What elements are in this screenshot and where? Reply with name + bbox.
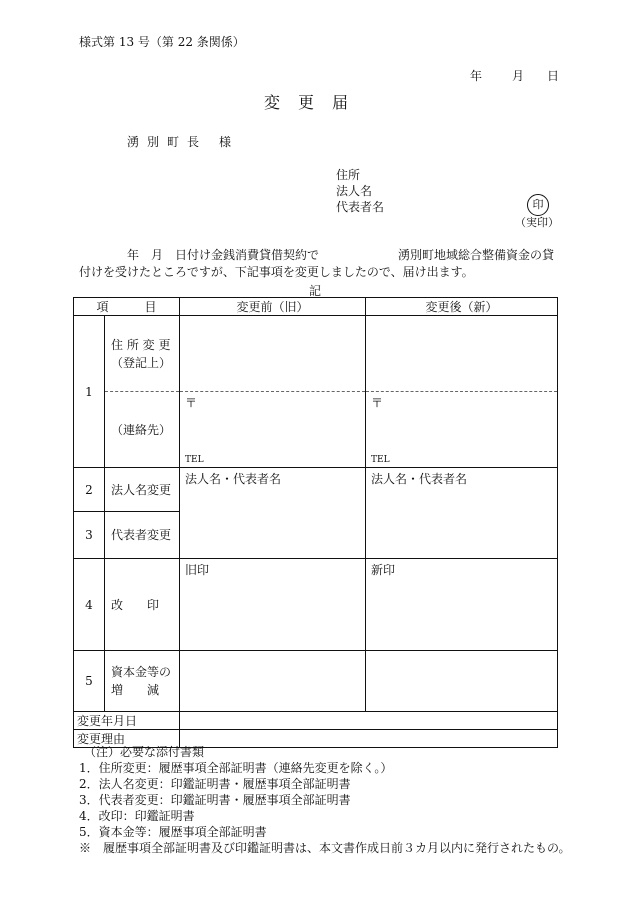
change-date-label: 変更年月日 [74,712,180,730]
row3-number: 3 [74,512,105,559]
note-item: 2．法人名変更：印鑑証明書・履歴事項全部証明書 [79,777,351,791]
row3-label: 代表者変更 [105,512,180,559]
row1-contact-label: （連絡先） [105,392,180,468]
body-line2: 付けを受けたところですが、下記事項を変更しましたので、届け出ます。 [79,265,474,279]
row2-before[interactable] [180,468,366,559]
row2-number: 2 [74,468,105,512]
row4-number: 4 [74,559,105,651]
row5-number: 5 [74,651,105,712]
row4-label: 改 印 [105,559,180,651]
row5-after[interactable] [366,651,558,712]
date-line [470,67,559,84]
change-table [73,297,558,748]
ki-label: 記 [308,284,321,298]
notes [79,744,571,856]
notes-heading: （注）必要な添付書類 [84,745,205,759]
applicant-representative-label: 代表者名 [336,200,385,214]
row4-after[interactable] [366,559,558,651]
date-year-label: 年 [470,69,483,83]
body-line1-a: 年 月 日付け金銭消費貸借契約で [127,248,320,262]
addressee [127,133,239,150]
form-number: 様式第 13 号（第 22 条関係） [79,35,245,49]
row2-label: 法人名変更 [105,468,180,512]
addressee-suffix: 様 [219,135,240,149]
applicant-address-label: 住所 [336,168,361,182]
page-title: 変更届 [263,93,366,112]
date-month-label: 月 [512,69,525,83]
date-day-label: 日 [547,69,560,83]
change-reason-label: 変更理由 [74,730,180,748]
addressee-name: 湧別町長 [127,135,208,149]
postal-mark-before: 〒 [185,396,198,410]
row1-address-change: 住 所 変 更 [111,337,171,352]
row5-label [105,651,180,712]
body-line1-b: 湧別町地域総合整備資金の貸 [398,248,555,262]
header-item: 項 目 [74,298,180,316]
tel-label-after: TEL [371,455,390,465]
note-item: ※ 履歴事項全部証明書及び印鑑証明書は、本文書作成日前３カ月以内に発行されたもの。 [79,841,571,855]
row1-number: 1 [74,316,105,468]
tel-label-before: TEL [185,455,204,465]
note-item: 3．代表者変更：印鑑証明書・履歴事項全部証明書 [79,793,351,807]
seal-note: （実印） [515,216,559,229]
row4-after-text: 新印 [371,563,396,577]
header-after: 変更後（新） [366,298,558,316]
row2-after[interactable] [366,468,558,559]
row2-before-text: 法人名・代表者名 [185,472,282,486]
change-date-field[interactable] [180,712,558,730]
seal-mark: 印 [527,194,549,216]
row4-before[interactable] [180,559,366,651]
header-before: 変更前（旧） [180,298,366,316]
row1-registered-after[interactable] [366,316,558,392]
row5-label-b: 増 減 [111,683,160,697]
row1-address-label [105,316,180,392]
note-item: 5．資本金等：履歴事項全部証明書 [79,825,267,839]
row1-contact-after[interactable] [366,392,558,468]
row1-registered: （登記上） [111,355,172,370]
applicant-company-label: 法人名 [336,184,373,198]
row1-contact-before[interactable] [180,392,366,468]
row2-after-text: 法人名・代表者名 [371,472,468,486]
postal-mark-after: 〒 [371,396,384,410]
note-item: 1．住所変更：履歴事項全部証明書（連絡先変更を除く。） [79,761,393,775]
row4-before-text: 旧印 [185,563,210,577]
row5-before[interactable] [180,651,366,712]
row5-label-a: 資本金等の [111,665,172,679]
note-item: 4．改印：印鑑証明書 [79,809,195,823]
row1-registered-before[interactable] [180,316,366,392]
